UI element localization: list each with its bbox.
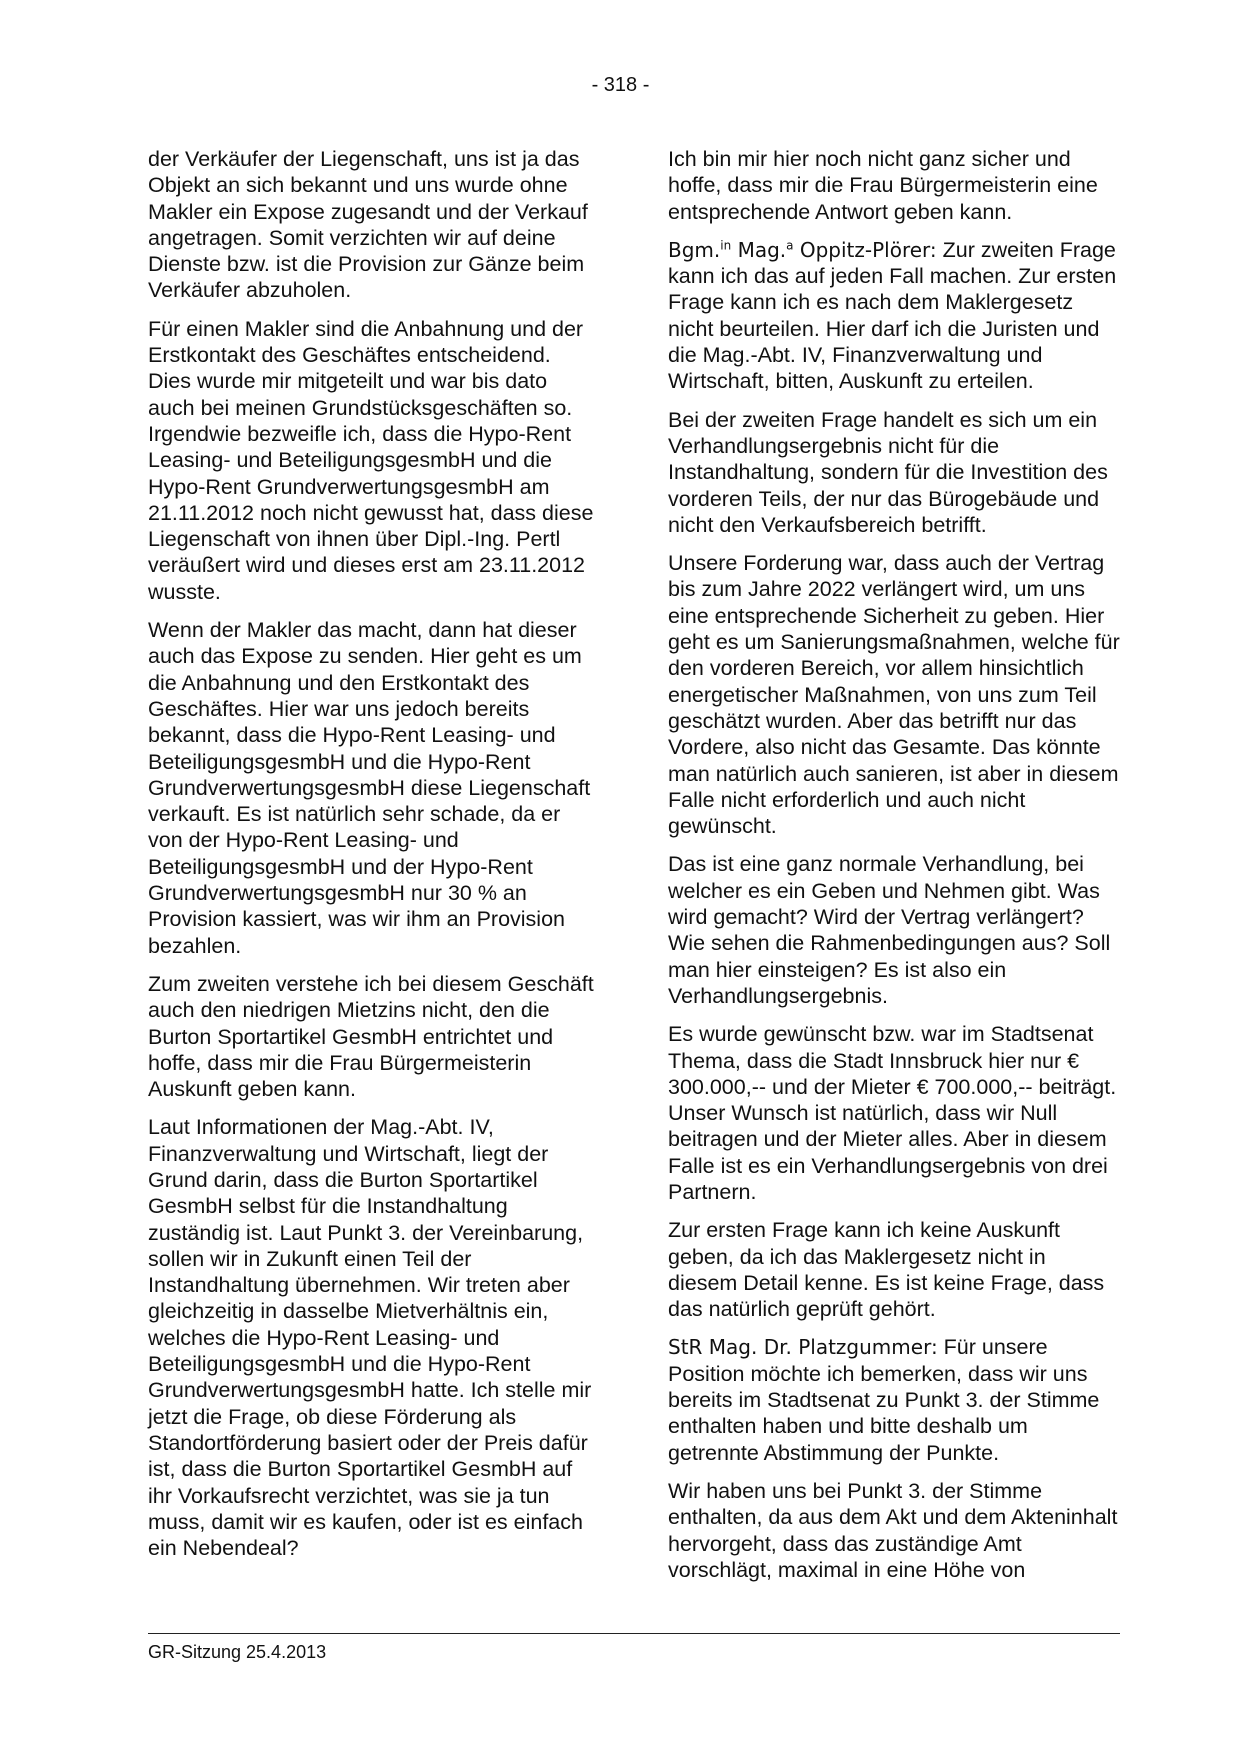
speech-text: Für unsere Position möchte ich bemerken, dass wir uns bereits im Stadtsenat zu Punkt 3. der Stimme enthalten haben und bitte deshalb um getrennte Abstimmung der Punkte. <box>668 1335 1100 1465</box>
speech-text: Zur zweiten Frage kann ich das auf jeden Fall machen. Zur ersten Frage kann ich es nach dem Maklergesetz nicht beurteilen. Hier darf ich die Juristen und die Mag.-Abt. IV, Finanzverwaltung und Wirtschaft, bitten, Auskunft zu erteilen. <box>668 237 1117 394</box>
paragraph: Für einen Makler sind die Anbahnung und der Erstkontakt des Geschäftes entscheidend. Dies wurde mir mitgeteilt und war bis dato auch bei meinen Grundstücksgeschäften so. Irgendwie bezweifle ich, dass die Hypo-Rent Leasing- und Beteiligungsgesmb​H und die Hypo-Rent Grundverwertungsgesmb​H am 21.11.2012 noch nicht gewusst hat, dass diese Liegenschaft von ihnen über Dipl.-Ing. Pertl veräußert wird und dieses erst am 23.11.2012 wusste. <box>148 316 594 604</box>
speaker-paragraph <box>668 1334 1120 1465</box>
paragraph: Es wurde gewünscht bzw. war im Stadtsenat Thema, dass die Stadt Innsbruck hier nur € 300.000,-- und der Mieter € 700.000,-- beiträgt. Unser Wunsch ist natürlich, dass wir Null beitragen und der Mieter alles. Aber in diesem Falle ist es ein Verhandlungsergebnis von drei Partnern. <box>668 1022 1117 1204</box>
paragraph: Ich bin mir hier noch nicht ganz sicher und hoffe, dass mir die Frau Bürgermeisterin eine entsprechende Antwort geben kann. <box>668 147 1098 224</box>
paragraph: Bei der zweiten Frage handelt es sich um ein Verhandlungsergebnis nicht für die Instandhaltung, sondern für die Investition des vorderen Teils, der nur das Bürogebäude und nicht den Verkaufsbereich betrifft. <box>668 407 1108 537</box>
left-column <box>148 146 596 1573</box>
speaker-paragraph <box>668 237 1120 395</box>
speaker-name: Bgm.$^{in}$ Mag.$^a$ Oppitz-Plörer: <box>668 237 937 262</box>
right-column <box>668 146 1120 1595</box>
paragraph: Zum zweiten verstehe ich bei diesem Geschäft auch den niedrigen Mietzins nicht, den die Burton Sportartikel GesmbH entrichtet und hoffe, dass mir die Frau Bürgermeisterin Auskunft geben kann. <box>148 971 594 1102</box>
footer-session-date: GR-Sitzung 25.4.2013 <box>148 1642 327 1662</box>
paragraph: Unsere Forderung war, dass auch der Vertrag bis zum Jahre 2022 verlängert wird, um uns eine entsprechende Sicherheit zu geben. Hier geht es um Sanierungsmaßnahmen, welche für den vorderen Bereich, vor allem hinsichtlich energetischer Maßnahmen, von uns zum Teil geschätzt wurden. Aber das betrifft nur das Vordere, also nicht das Gesamte. Das könnte man natürlich auch sanieren, ist aber in diesem Falle nicht erforderlich und auch nicht gewünscht. <box>668 551 1120 839</box>
paragraph: Das ist eine ganz normale Verhandlung, bei welcher es ein Geben und Nehmen gibt. Was wird gemacht? Wird der Vertrag verlängert? Wie sehen die Rahmenbedingungen aus? Soll man hier einsteigen? Es ist also ein Verhandlungsergebnis. <box>668 852 1111 1008</box>
paragraph: Wenn der Makler das macht, dann hat dieser auch das Expose zu senden. Hier geht es um die Anbahnung und den Erstkontakt des Geschäftes. Hier war uns jedoch bereits bekannt, dass die Hypo-Rent Leasing- und BeteiligungsgesmbH und die Hypo-Rent GrundverwertungsgesmbH diese Liegenschaft verkauft. Es ist natürlich sehr schade, da er von der Hypo-Rent Leasing- und BeteiligungsgesmbH und der Hypo-Rent GrundverwertungsgesmbH nur 30 % an Provision kassiert, was wir ihm an Provision bezahlen. <box>148 618 591 958</box>
paragraph: der Verkäufer der Liegenschaft, uns ist ja das Objekt an sich bekannt und uns wurde ohne Makler ein Expose zugesandt und der Verkauf angetragen. Somit verzichten wir auf deine Dienste bzw. ist die Provision zur Gänze beim Verkäufer abzuholen. <box>148 147 588 303</box>
speaker-name: StR Mag. Dr. Platzgummer: <box>668 1335 938 1360</box>
paragraph: Laut Informationen der Mag.-Abt. IV, Finanzverwaltung und Wirtschaft, liegt der Grund darin, dass die Burton Sportartikel GesmbH selbst für die Instandhaltung zuständig ist. Laut Punkt 3. der Vereinbarung, sollen wir in Zukunft einen Teil der Instandhaltung übernehmen. Wir treten aber gleichzeitig in dasselbe Mietverhältnis ein, welches die Hypo-Rent Leasing- und BeteiligungsgesmbH und die Hypo-Rent GrundverwertungsgesmbH hatte. Ich stelle mir jetzt die Frage, ob diese Förderung als Standortförderung basiert oder der Preis dafür ist, dass die Burton Sportartikel GesmbH auf ihr Vorkaufsrecht verzichtet, was sie ja tun muss, damit wir es kaufen, oder ist es einfach ein Nebendeal? <box>148 1115 592 1561</box>
footer-divider <box>148 1633 1120 1634</box>
paragraph: Wir haben uns bei Punkt 3. der Stimme enthalten, da aus dem Akt und dem Akteninhalt hervorgeht, dass das zuständige Amt vorschlägt, maximal in eine Höhe von <box>668 1478 1118 1582</box>
paragraph: Zur ersten Frage kann ich keine Auskunft geben, da ich das Maklergesetz nicht in diesem Detail kenne. Es ist keine Frage, dass das natürlich geprüft gehört. <box>668 1218 1105 1322</box>
page-number: - 318 - <box>591 74 650 96</box>
